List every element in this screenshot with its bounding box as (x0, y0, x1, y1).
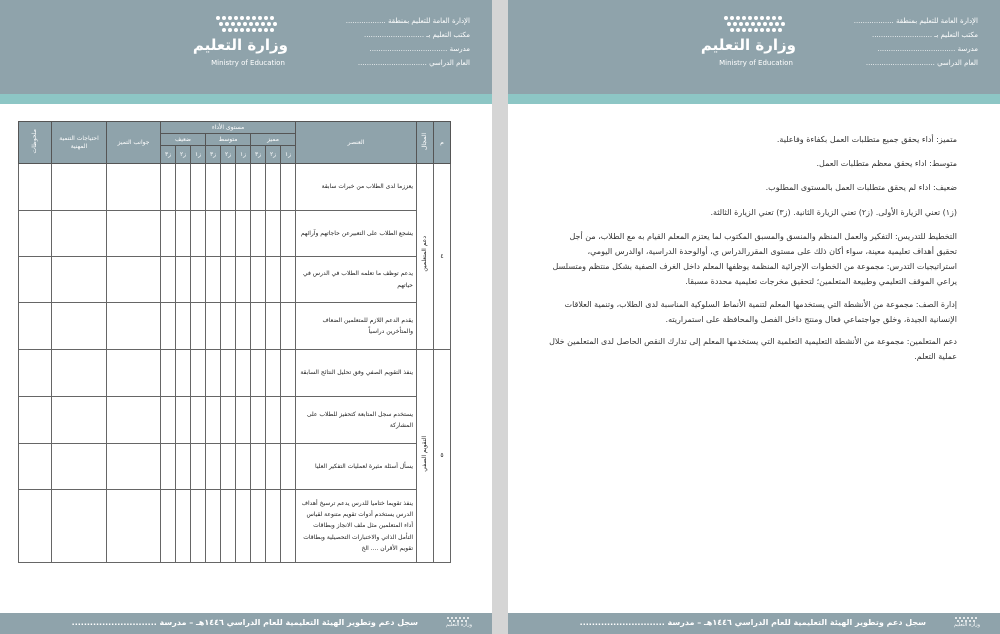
element-text: ينفذ التقويم الصفي وفق تحليل النتائج السابقة (296, 350, 417, 397)
table-row (19, 211, 451, 257)
col-visit: ز٣ (206, 146, 221, 164)
col-visit: ز٢ (221, 146, 236, 164)
table-row (19, 257, 451, 303)
col-visit: ز٢ (266, 146, 281, 164)
footer-text: سجل دعم وتطوير الهيئة التعليمية للعام الدراسي ١٤٤٦هـ – مدرسة ............................ (71, 618, 418, 627)
element-text: يستخدم سجل المتابعة كتحفيز للطلاب على المشاركة (296, 397, 417, 444)
header-band (508, 94, 1000, 104)
page-definitions (508, 0, 1000, 634)
header-fields (310, 14, 470, 70)
legend-visits: (ز١) تعني الزيارة الأولى. (ز٢) تعني الزيارة الثانية. (ز٣) تعني الزيارة الثالثة. (710, 207, 957, 217)
footer-logo-text: وزارة التعليم (445, 622, 473, 628)
col-excellent: مميز (251, 134, 296, 146)
element-text: يسأل أسئلة مثيرة لعمليات التفكير العليا (296, 444, 417, 490)
element-text: يدعم توظف ما تعلمه الطلاب في الدرس في حياتهم (296, 257, 417, 303)
group-domain: دعم المتعلمين (417, 164, 434, 350)
group-number: ٤ (434, 164, 451, 350)
element-text: يعززما لدى الطلاب من خبرات سابقة (296, 164, 417, 211)
group-number: ٥ (434, 350, 451, 563)
ministry-name-en: Ministry of Education (211, 59, 285, 67)
page-header (508, 0, 1000, 94)
definition-classroom-management: إدارة الصف: مجموعة من الأنشطة التي يستخدمها المعلم لتنمية الأنماط السلوكية المناسبة لدى الطلاب، وتنمية العلاقات الإنسانية الجيدة، وخلق جواجتماعي فعال ومنتج داخل الفصل والمحافظة على استمراريته. (564, 299, 957, 324)
header-field-school: مدرسة ................................... (369, 45, 470, 53)
header-field-year: العام الدراسي ............................... (357, 59, 470, 67)
page-header (0, 0, 492, 94)
col-visit: ز٣ (251, 146, 266, 164)
evaluation-table (18, 121, 451, 563)
ministry-name-ar: وزارة التعليم (192, 36, 288, 54)
col-visit: ز٣ (161, 146, 176, 164)
element-text: يقدم الدعم اللازم للمتعلمين الضعاف والمتأخرين دراسياً (296, 303, 417, 350)
legend-weak: ضعيف: اداء لم يحقق متطلبات العمل بالمستوى المطلوب. (765, 183, 957, 193)
header-fields (818, 14, 978, 70)
group-domain: التقويم الصفي (417, 350, 434, 563)
element-text: ينفذ تقويما ختاميا للدرس يدعم ترسيخ أهداف الدرس يستخدم أدوات تقويم متنوعة لقياس أداء المتعلمين مثل ملف الانجاز وبطاقات التأمل الذاتي والاختبارات التحصيلية وبطاقات تقويم الأقران .... الخ (296, 490, 417, 563)
logo-dots-icon (720, 14, 792, 34)
table-row (19, 164, 451, 211)
logo-dots-icon (212, 14, 284, 34)
col-performance-level: مستوى الأداء (161, 122, 296, 134)
header-field-office: مكتب التعليم بـ ........................... (871, 31, 978, 39)
page-evaluation-table (0, 0, 492, 634)
header-field-office: مكتب التعليم بـ ........................... (363, 31, 470, 39)
table-row (19, 397, 451, 444)
header-field-directorate: الإدارة العامة للتعليم بمنطقة .................. (853, 17, 978, 25)
table-row (19, 490, 451, 563)
header-field-school: مدرسة ................................... (877, 45, 978, 53)
footer-logo-text: وزارة التعليم (953, 622, 981, 628)
definition-planning: التخطيط للتدريس: التفكير والعمل المنظم والمنسق والمسبق المكتوب لما يعتزم المعلم القيام به مع الطلاب، من أجل تحقيق أهداف تعليمية معينة، سواء أكان ذلك على مستوى المقررالدراس ي، أوالوحدة الدراسية، اوالدرس اليومي، استراتيجيات التدرس: مجموعة من الخطوات الإجرائية المنظمة يوظفها المعلم داخل الغرف الصفية بشكل منتظم ومتسلسل يراعي الموقف التعليمي وطبيعة المتعلمين؛ لتحقيق مخرجات تعليمية محددة مسبقا. (552, 231, 957, 287)
table-row (19, 303, 451, 350)
definition-learner-support: دعم المتعلمين: مجموعة من الأنشطة التعليمية التعلمية التي يستخدمها المعلم إلى تدارك النقص الحاصل لدى المتعلمين خلال عملية التعلم. (549, 336, 957, 362)
ministry-name-en: Ministry of Education (719, 59, 793, 67)
footer-logo (438, 616, 480, 631)
col-development-needs: احتياجات التنمية المهنية (52, 122, 107, 164)
col-visit: ز١ (191, 146, 206, 164)
col-element: العنصر (296, 122, 417, 164)
ministry-logo (700, 14, 796, 76)
col-visit: ز٢ (176, 146, 191, 164)
element-text: يشجع الطلاب على التعبيرعن حاجاتهم وآرائهم (296, 211, 417, 257)
col-average: متوسط (206, 134, 251, 146)
legend-average: متوسط: اداء يحقق معظم متطلبات العمل. (816, 159, 957, 169)
header-field-directorate: الإدارة العامة للتعليم بمنطقة .................. (345, 17, 470, 25)
table-row (19, 444, 451, 490)
col-strengths: جوانب التميز (107, 122, 161, 164)
definitions-text (547, 132, 957, 371)
footer-text: سجل دعم وتطوير الهيئة التعليمية للعام الدراسي ١٤٤٦هـ – مدرسة ............................ (579, 618, 926, 627)
legend-excellent: متميز: أداء يحقق جميع متطلبات العمل بكفاءة وفاعلية. (776, 135, 957, 144)
ministry-name-ar: وزارة التعليم (700, 36, 796, 54)
col-number: م (434, 122, 451, 164)
table-row (19, 350, 451, 397)
page-footer (508, 613, 1000, 634)
ministry-logo (192, 14, 288, 76)
col-weak: ضعيف (161, 134, 206, 146)
footer-logo (946, 616, 988, 631)
col-domain: المجال (417, 122, 434, 164)
col-visit: ز١ (281, 146, 296, 164)
col-visit: ز١ (236, 146, 251, 164)
page-footer (0, 613, 492, 634)
col-notes: ملحوظات (19, 122, 52, 164)
header-field-year: العام الدراسي ............................... (865, 59, 978, 67)
header-band (0, 94, 492, 104)
